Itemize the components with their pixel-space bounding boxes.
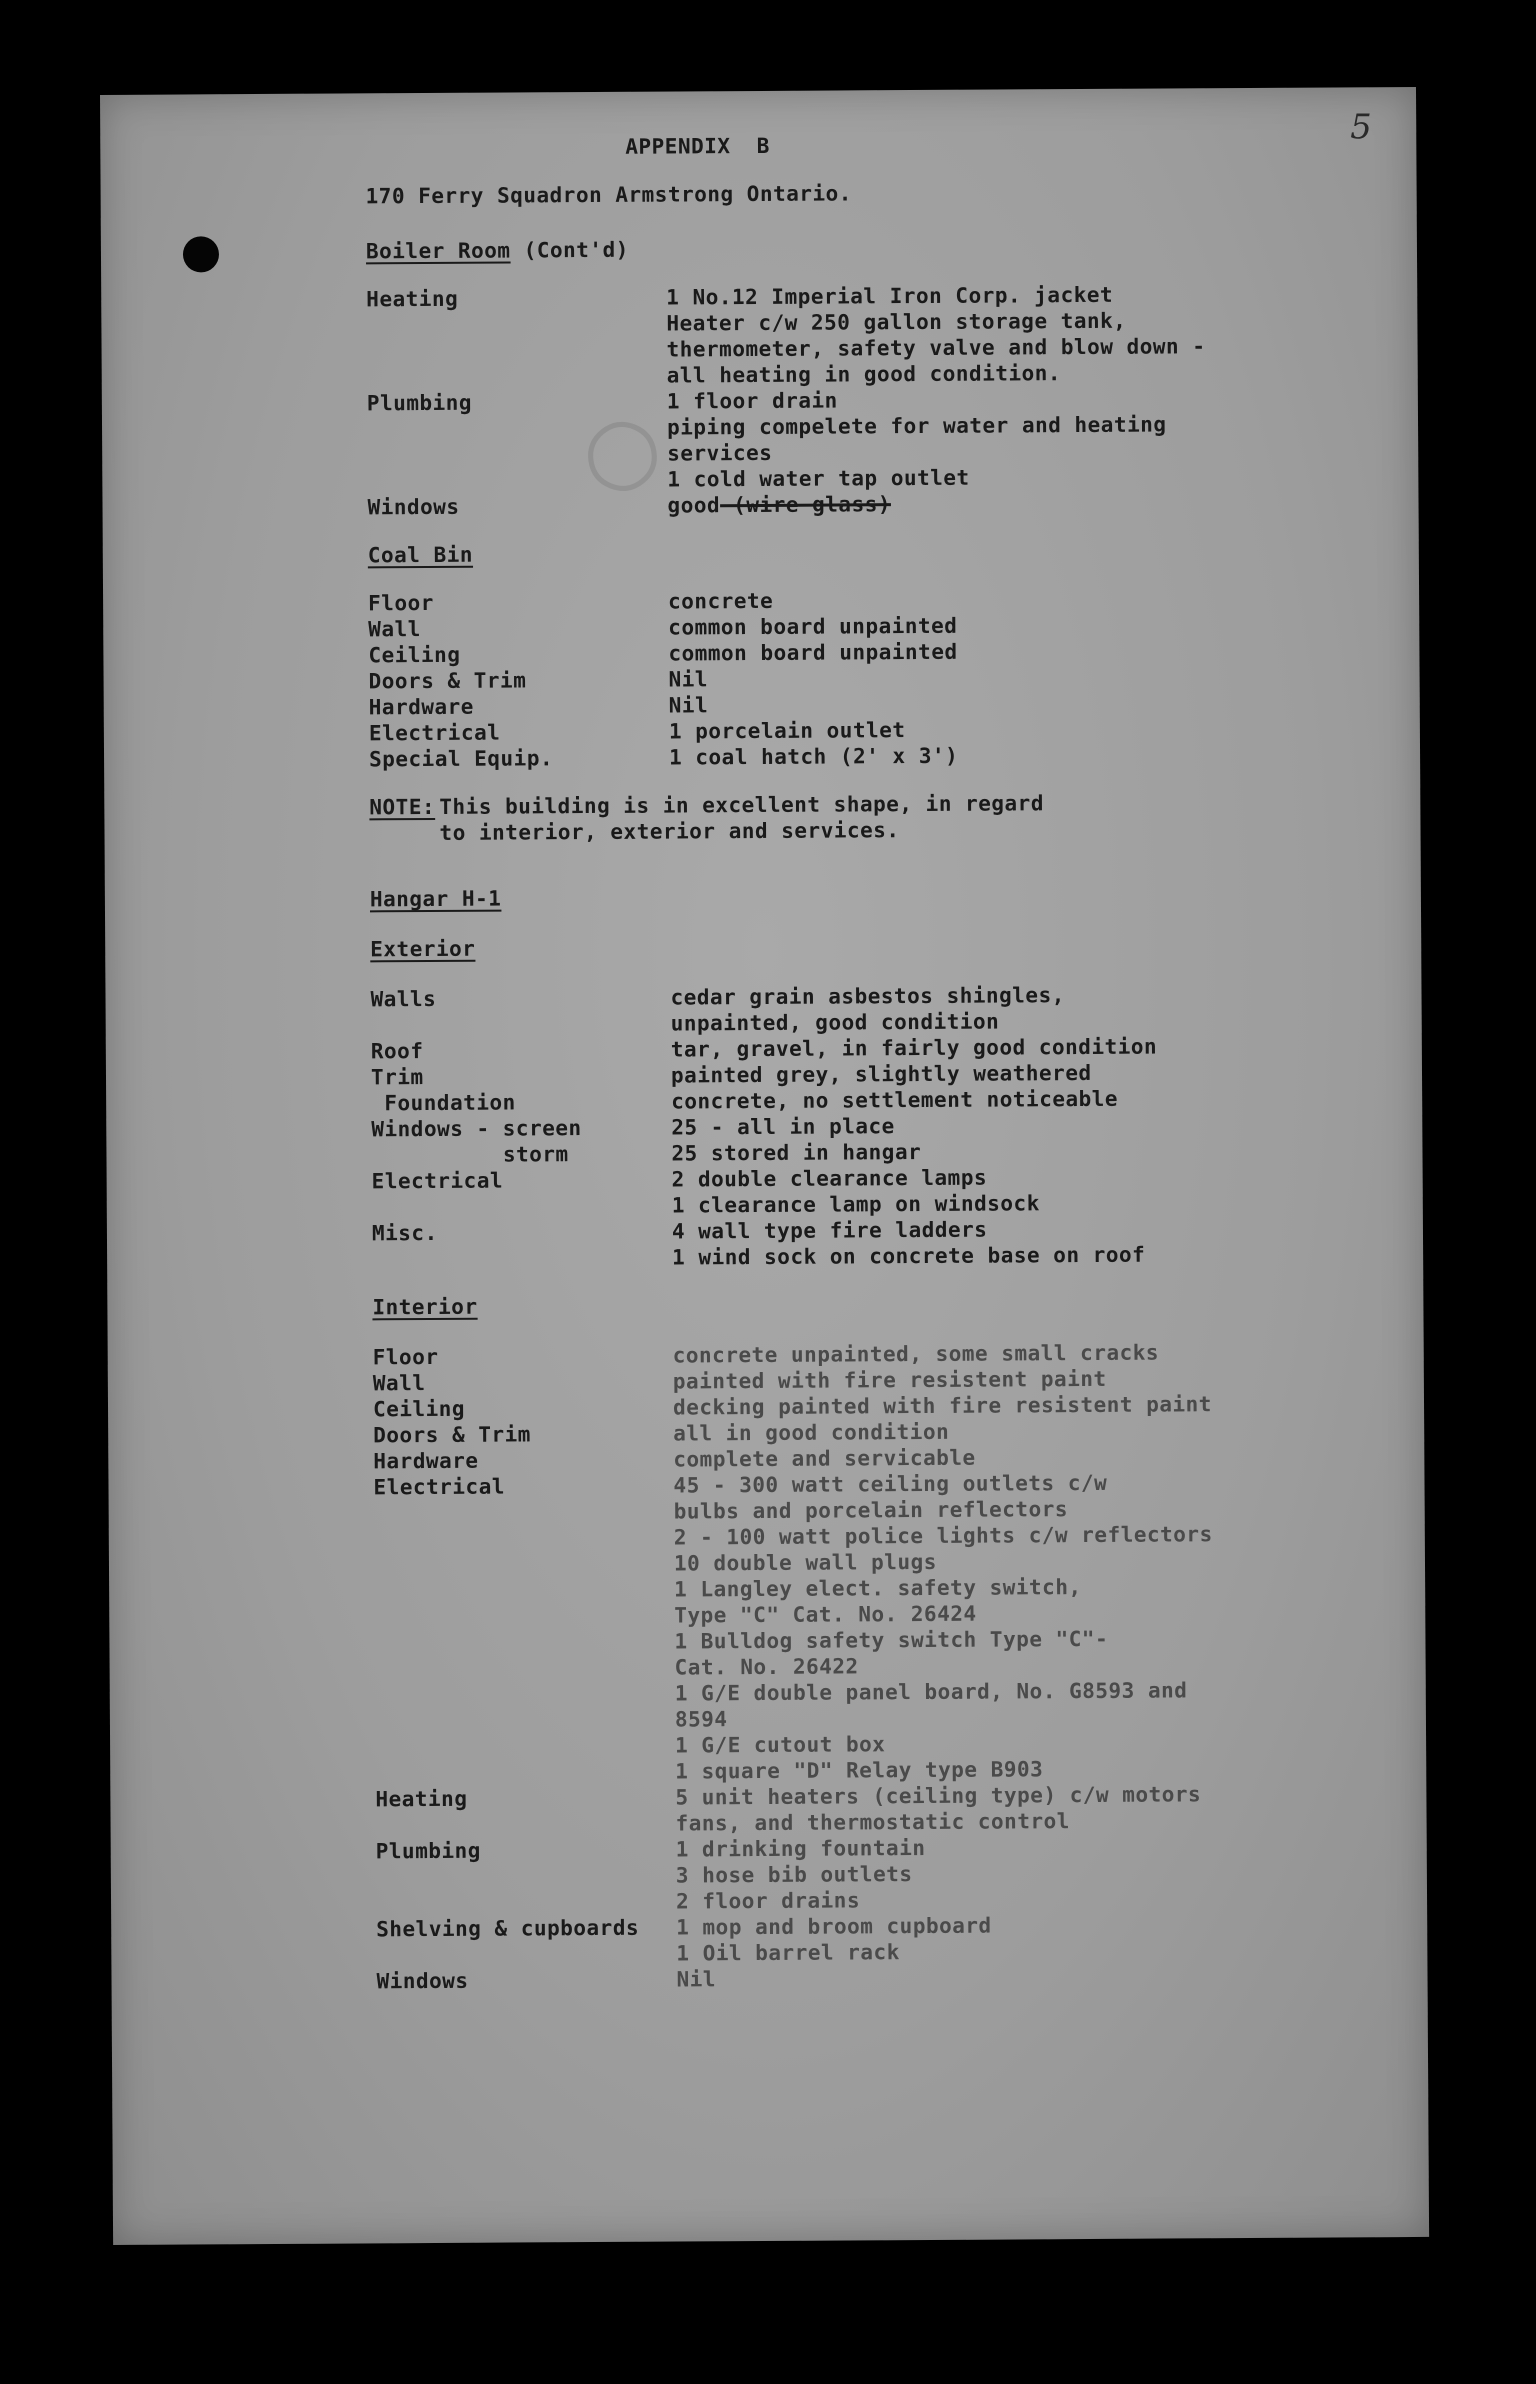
coal-row-label: Electrical	[368, 720, 501, 746]
coal-row-value: concrete	[668, 588, 774, 614]
boiler-row-value: Heater c/w 250 gallon storage tank,	[666, 308, 1127, 336]
exterior-row-label: Roof	[370, 1039, 424, 1064]
note-line: to interior, exterior and services.	[439, 818, 900, 845]
interior-row-value: painted with fire resistent paint	[672, 1366, 1107, 1394]
interior-row-value: Cat. No. 26422	[674, 1654, 859, 1680]
coal-row-label: Special Equip.	[368, 746, 554, 772]
coal-row-value: 1 porcelain outlet	[668, 718, 906, 744]
boiler-row-value: 1 No.12 Imperial Iron Corp. jacket	[666, 282, 1114, 310]
boiler-row-value: services	[667, 440, 773, 466]
coal-bin-heading: Coal Bin	[367, 542, 474, 568]
exterior-row-label: Electrical	[371, 1168, 504, 1194]
note-label: NOTE:	[369, 794, 436, 820]
boiler-row-value: 1 cold water tap outlet	[667, 465, 970, 492]
coal-row-label: Ceiling	[368, 642, 461, 668]
boiler-row-value: all heating in good condition.	[666, 361, 1062, 388]
interior-row-value: 2 - 100 watt police lights c/w reflectors	[673, 1522, 1213, 1550]
coal-row-label: Floor	[368, 590, 434, 616]
coal-row-label: Wall	[368, 617, 421, 642]
coal-row-label: Doors & Trim	[368, 668, 527, 694]
exterior-row-value: concrete, no settlement noticeable	[671, 1086, 1119, 1114]
boiler-row-label: Heating	[366, 286, 459, 312]
exterior-row-value: 4 wall type fire ladders	[671, 1217, 988, 1244]
boiler-row-value: thermometer, safety valve and blow down -	[666, 334, 1206, 362]
interior-row-label: Shelving & cupboards	[376, 1915, 640, 1942]
exterior-row-value: 1 clearance lamp on windsock	[671, 1191, 1040, 1218]
exterior-row-value: 25 - all in place	[671, 1114, 895, 1140]
interior-row-value: all in good condition	[673, 1419, 950, 1446]
boiler-room-heading-line	[366, 237, 629, 265]
struck-text: (wire glass)	[720, 492, 892, 518]
interior-row-value: 2 floor drains	[675, 1888, 861, 1914]
interior-row-value: 1 drinking fountain	[675, 1835, 926, 1862]
exterior-row-label: Windows - screen	[371, 1116, 582, 1142]
appendix-title: APPENDIX B	[625, 133, 770, 159]
exterior-row-value: tar, gravel, in fairly good condition	[670, 1034, 1158, 1062]
boiler-row-label: Windows	[367, 494, 460, 520]
exterior-row-value: cedar grain asbestos shingles,	[670, 983, 1065, 1010]
interior-row-value: 45 - 300 watt ceiling outlets c/w	[673, 1470, 1108, 1498]
boiler-row-label: Plumbing	[366, 390, 473, 416]
interior-row-label: Wall	[372, 1371, 426, 1396]
interior-row-label: Hardware	[373, 1448, 479, 1474]
exterior-row-label: Walls	[370, 986, 437, 1012]
interior-row-label: Floor	[372, 1344, 439, 1370]
faint-stamp-marking: ○	[574, 391, 668, 507]
interior-row-value: 3 hose bib outlets	[675, 1862, 913, 1888]
interior-row-label: Doors & Trim	[373, 1422, 531, 1448]
coal-row-label: Hardware	[368, 694, 474, 720]
document-page	[100, 87, 1429, 2245]
hangar-heading: Hangar H-1	[369, 886, 502, 912]
exterior-row-label: Foundation	[371, 1090, 516, 1116]
interior-row-value: fans, and thermostatic control	[675, 1809, 1070, 1836]
exterior-row-label: Trim	[370, 1065, 424, 1090]
boiler-room-heading-suffix: (Cont'd)	[510, 237, 629, 263]
punch-hole	[183, 236, 219, 272]
location-line: 170 Ferry Squadron Armstrong Ontario.	[365, 181, 852, 209]
boiler-row-value: piping compelete for water and heating	[666, 412, 1167, 440]
note-line: This building is in excellent shape, in regard	[439, 791, 1045, 819]
exterior-row-value: 25 stored in hangar	[671, 1140, 922, 1166]
interior-row-value: 10 double wall plugs	[673, 1549, 937, 1576]
exterior-row-label: Misc.	[371, 1220, 438, 1246]
interior-row-label: Heating	[375, 1786, 468, 1812]
interior-row-value: Type "C" Cat. No. 26424	[674, 1601, 977, 1628]
exterior-heading: Exterior	[370, 936, 476, 962]
interior-row-value: Nil	[676, 1967, 717, 1992]
coal-row-value: Nil	[668, 667, 709, 692]
interior-row-value: 1 Bulldog safety switch Type "C"-	[674, 1626, 1109, 1654]
interior-row-label: Ceiling	[372, 1396, 466, 1422]
interior-row-value: 1 Langley elect. safety switch,	[674, 1575, 1082, 1602]
exterior-row-value: unpainted, good condition	[670, 1009, 1000, 1036]
interior-row-value: bulbs and porcelain reflectors	[673, 1497, 1069, 1524]
interior-row-value: 8594	[674, 1707, 728, 1732]
exterior-row-label: storm	[371, 1142, 569, 1168]
exterior-row-value: 2 double clearance lamps	[671, 1165, 988, 1192]
interior-row-label: Plumbing	[375, 1838, 481, 1864]
exterior-row-value: 1 wind sock on concrete base on roof	[672, 1242, 1146, 1270]
interior-row-value: concrete unpainted, some small cracks	[672, 1340, 1160, 1368]
interior-heading: Interior	[372, 1294, 478, 1320]
interior-row-label: Windows	[376, 1968, 469, 1994]
coal-row-value: Nil	[668, 693, 709, 718]
page-mark: 5	[1350, 107, 1372, 148]
interior-row-value: 1 mop and broom cupboard	[676, 1913, 992, 1940]
coal-row-value: 1 coal hatch (2' x 3')	[668, 743, 959, 770]
interior-row-label: Electrical	[373, 1474, 506, 1500]
interior-row-value: complete and servicable	[673, 1445, 976, 1472]
interior-row-value: 1 square "D" Relay type B903	[675, 1757, 1044, 1784]
boiler-row-value: good (wire glass)	[667, 492, 892, 518]
interior-row-value: 1 G/E cutout box	[675, 1732, 886, 1758]
exterior-row-value: painted grey, slightly weathered	[670, 1060, 1092, 1088]
boiler-room-heading: Boiler Room	[365, 238, 511, 264]
interior-row-value: 5 unit heaters (ceiling type) c/w motors	[675, 1782, 1202, 1810]
interior-row-value: 1 G/E double panel board, No. G8593 and	[674, 1678, 1188, 1706]
coal-row-value: common board unpainted	[668, 613, 958, 640]
interior-row-value: decking painted with fire resistent paint	[672, 1392, 1212, 1420]
interior-row-value: 1 Oil barrel rack	[676, 1940, 900, 1966]
boiler-row-value: 1 floor drain	[666, 388, 838, 414]
coal-row-value: common board unpainted	[668, 639, 958, 666]
